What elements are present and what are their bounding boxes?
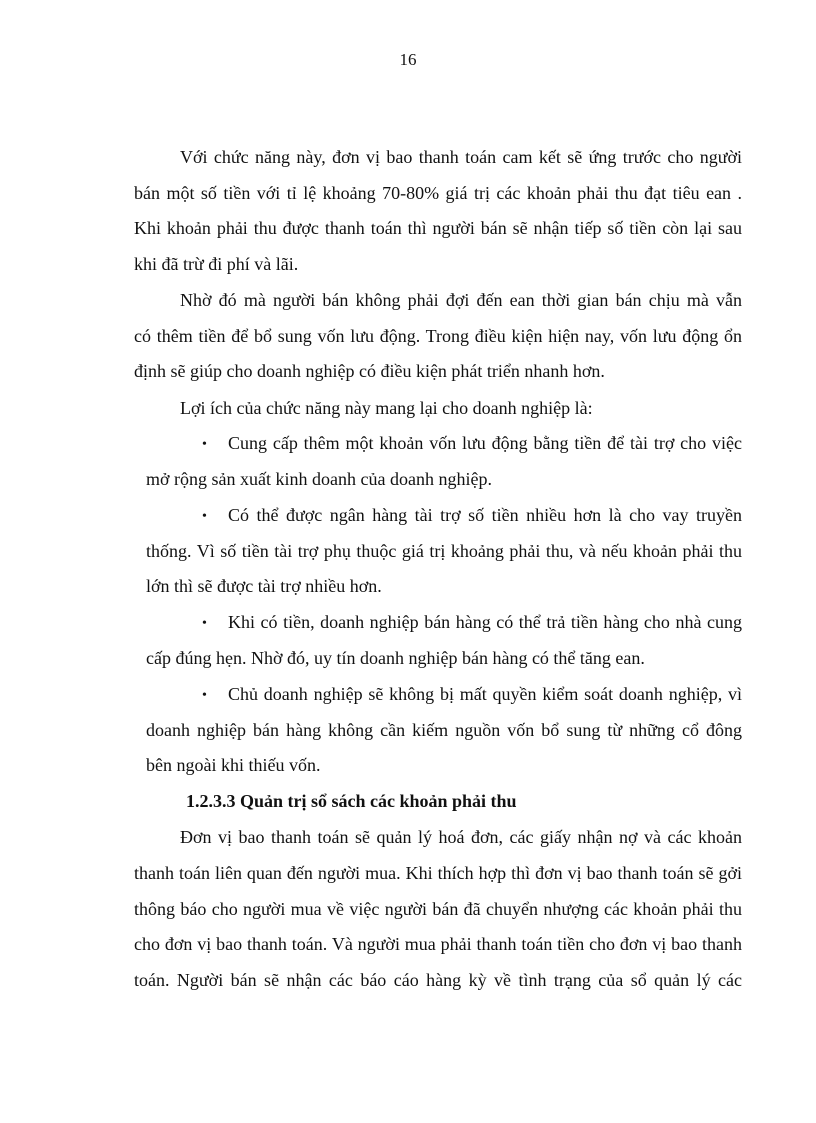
bullet-icon: • (202, 616, 207, 631)
bullet-line (202, 431, 742, 455)
page-number: 16 (399, 50, 417, 69)
paragraph-line: Lợi ích của chức năng này mang lại cho doanh nghiệp là: (180, 398, 593, 418)
bullet-text: Khi có tiền, doanh nghiệp bán hàng có thể trả tiền hàng cho nhà cung (228, 612, 742, 632)
paragraph-line: thanh toán liên quan đến người mua. Khi thích hợp thì đơn vị bao thanh toán sẽ gởi (134, 863, 742, 883)
bullet-line (202, 682, 742, 706)
bullet-line: thống. Vì số tiền tài trợ phụ thuộc giá trị khoảng phải thu, và nếu khoản phải thu (146, 541, 742, 561)
bullet-text: Có thể được ngân hàng tài trợ số tiền nhiều hơn là cho vay truyền (228, 505, 742, 525)
bullet-text: Chủ doanh nghiệp sẽ không bị mất quyền kiểm soát doanh nghiệp, vì (228, 684, 742, 704)
bullet-icon: • (202, 688, 207, 703)
bullet-line: bên ngoài khi thiếu vốn. (146, 755, 321, 775)
bullet-text: Cung cấp thêm một khoản vốn lưu động bằng tiền để tài trợ cho việc (228, 433, 742, 453)
paragraph-line: có thêm tiền để bổ sung vốn lưu động. Trong điều kiện hiện nay, vốn lưu động ổn (134, 326, 742, 346)
paragraph-line: Đơn vị bao thanh toán sẽ quản lý hoá đơn, các giấy nhận nợ và các khoản (180, 827, 742, 847)
section-heading: 1.2.3.3 Quản trị sổ sách các khoản phải thu (186, 791, 517, 811)
bullet-line (202, 610, 742, 634)
bullet-line: doanh nghiệp bán hàng không cần kiếm nguồn vốn bổ sung từ những cổ đông (146, 720, 742, 740)
paragraph-line: Với chức năng này, đơn vị bao thanh toán cam kết sẽ ứng trước cho người (180, 147, 742, 167)
bullet-icon: • (202, 509, 207, 524)
paragraph-line: cho đơn vị bao thanh toán. Và người mua phải thanh toán tiền cho đơn vị bao thanh (134, 934, 742, 954)
bullet-icon: • (202, 437, 207, 452)
bullet-line (202, 503, 742, 527)
paragraph-line: toán. Người bán sẽ nhận các báo cáo hàng kỳ về tình trạng của sổ quản lý các (134, 970, 742, 990)
bullet-line: cấp đúng hẹn. Nhờ đó, uy tín doanh nghiệp bán hàng có thể tăng ean. (146, 648, 645, 668)
paragraph-line: thông báo cho người mua về việc người bán đã chuyển nhượng các khoản phải thu (134, 899, 742, 919)
paragraph-line: Nhờ đó mà người bán không phải đợi đến ean thời gian bán chịu mà vẫn (180, 290, 742, 310)
bullet-line: lớn thì sẽ được tài trợ nhiều hơn. (146, 576, 382, 596)
paragraph-line: định sẽ giúp cho doanh nghiệp có điều kiện phát triển nhanh hơn. (134, 361, 605, 381)
paragraph-line: Khi khoản phải thu được thanh toán thì người bán sẽ nhận tiếp số tiền còn lại sau (134, 218, 742, 238)
paragraph-line: khi đã trừ đi phí và lãi. (134, 254, 299, 274)
paragraph-line: bán một số tiền với tỉ lệ khoảng 70-80% giá trị các khoản phải thu đạt tiêu ean . (134, 183, 742, 203)
bullet-line: mở rộng sản xuất kinh doanh của doanh nghiệp. (146, 469, 492, 489)
